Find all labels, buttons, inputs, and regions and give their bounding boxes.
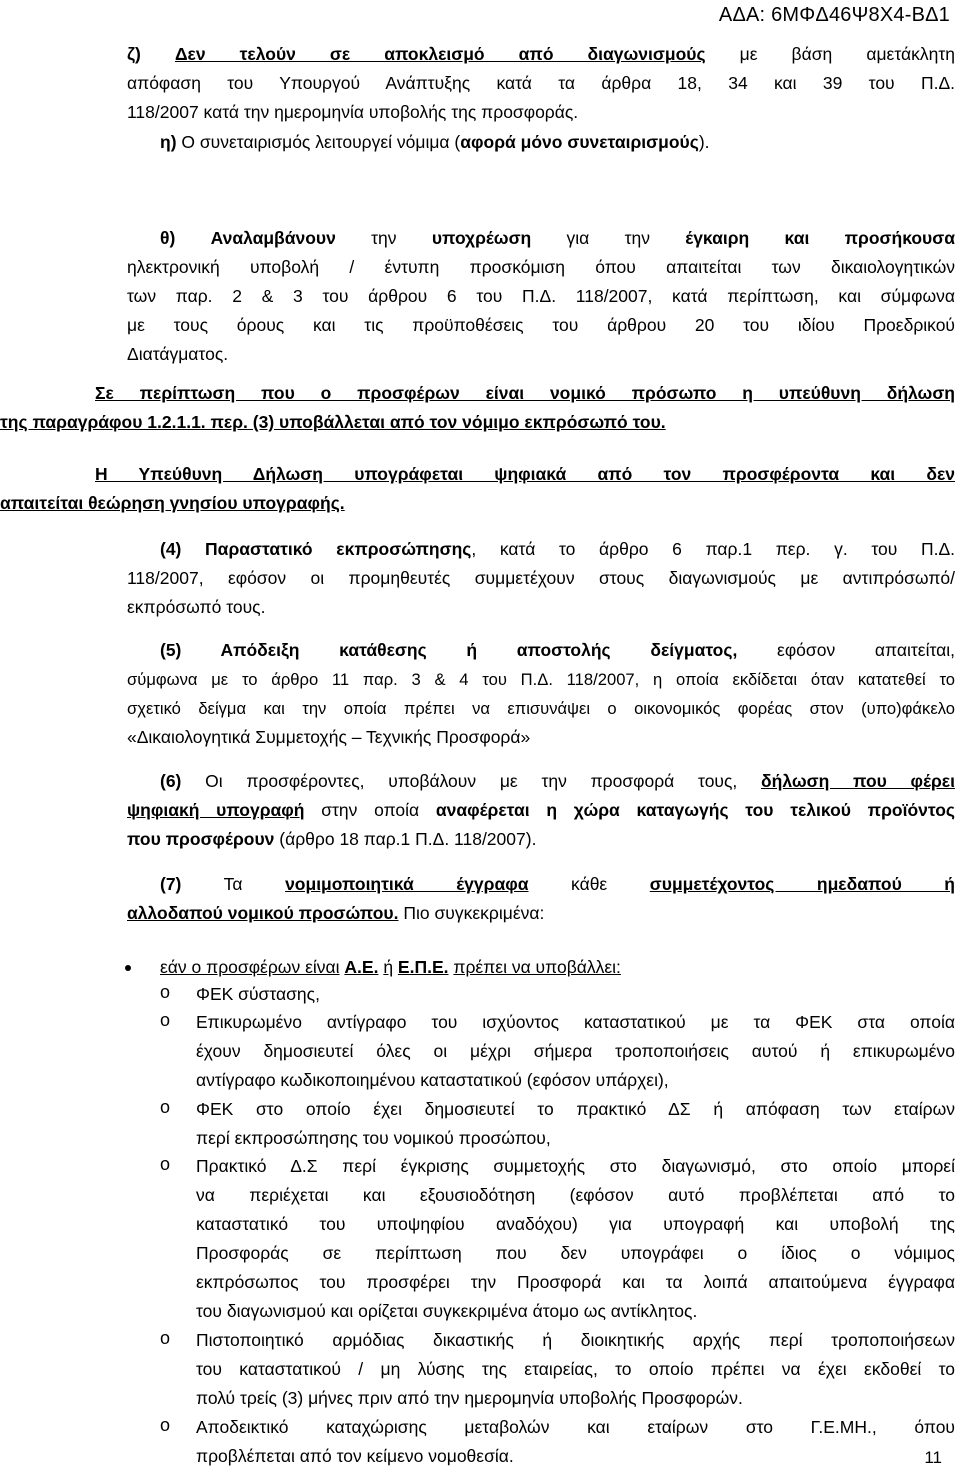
para-4-line2: 118/2007, εφόσον οι προμηθευτές συμμετέχουν στους διαγωνισμούς με αντιπρόσωπό/ xyxy=(127,568,955,588)
para-7-num: (7) xyxy=(160,874,182,894)
para-6-t2: στην οποία xyxy=(321,800,420,820)
para-th-t1: την xyxy=(371,228,397,248)
sub-item-line: προβλέπεται από τον κείμενο νομοθεσία. xyxy=(196,1446,514,1466)
sub-item-line: ΦΕΚ στο οποίο έχει δημοσιευτεί το πρακτικό ΔΣ ή απόφαση των εταίρων xyxy=(196,1099,955,1119)
para-4-bold: (4) Παραστατικό εκπροσώπησης xyxy=(160,539,472,559)
para-th-line3: των παρ. 2 & 3 του άρθρου 6 του Π.Δ. 118/2007, κατά περίπτωση, και σύμφωνα xyxy=(127,286,955,306)
sub-item-line: Αποδεικτικό καταχώρισης μεταβολών και εταίρων στο Γ.Ε.ΜΗ., όπου xyxy=(196,1417,955,1437)
paragraph-digital-sign xyxy=(0,460,955,518)
sub-item-line: να περιέχεται και εξουσιοδότηση (εφόσον αυτό προβλέπεται από το xyxy=(196,1185,955,1205)
sub-item-marker-icon: o xyxy=(160,1010,171,1030)
page-number: 11 xyxy=(924,1448,942,1467)
sub-item-line: Προσφοράς σε περίπτωση που δεν υπογράφει ο ίδιος ο νόμιμος xyxy=(196,1243,955,1263)
sub-item-marker-icon: o xyxy=(160,1415,171,1435)
para-th-b2: υποχρέωση xyxy=(431,228,532,248)
para-6-b2: αναφέρεται η χώρα καταγωγής του τελικού προϊόντος xyxy=(435,800,955,820)
sub-item-line: έχουν δημοσιευτεί όλες οι μέχρι σήμερα τροποποιήσεις αυτού ή επικυρωμένο xyxy=(196,1041,955,1061)
paragraph-h xyxy=(160,128,955,157)
sub-item xyxy=(196,1413,955,1471)
sub-item-line: περί εκπροσώπησης του νομικού προσώπου, xyxy=(196,1128,551,1148)
para-th-label: θ) xyxy=(160,228,176,248)
sub-item-line: Επικυρωμένο αντίγραφο του ισχύοντος καταστατικού με τα ΦΕΚ στα οποία xyxy=(196,1012,955,1032)
para-4-line3: εκπρόσωπό τους. xyxy=(127,597,266,617)
paragraph-z xyxy=(127,40,955,127)
bullet-item-ae-epe xyxy=(160,953,955,982)
para-5-line2: σύμφωνα με το άρθρο 11 παρ. 3 & 4 του Π.Δ. 118/2007, η οποία εκδίδεται όταν κατατεθεί το xyxy=(127,670,955,689)
bullet-b1: Α.Ε. xyxy=(344,957,379,977)
para-z-line1-rest: με βάση αμετάκλητη xyxy=(739,44,955,64)
sub-item-marker-icon: o xyxy=(160,982,171,1002)
para-h-label: η) xyxy=(160,132,177,152)
para-th-line5: Διατάγματος. xyxy=(127,344,229,364)
sub-item-marker-icon: o xyxy=(160,1097,171,1117)
paragraph-th-first xyxy=(160,224,955,253)
sub-item xyxy=(196,1152,955,1326)
para-h-text: Ο συνεταιρισμός λειτουργεί νόμιμα ( xyxy=(181,132,461,152)
para-z-bold: Δεν τελούν σε αποκλεισμό από διαγωνισμούς xyxy=(174,44,706,64)
para-6-b3: που προσφέρουν xyxy=(127,829,275,849)
sub-item-line: του καταστατικού / μη λύσης της εταιρείας, το οποίο πρέπει να έχει εκδοθεί το xyxy=(196,1359,955,1379)
sub-item xyxy=(196,1008,955,1095)
para-5-line3: σχετικό δείγμα και την οποία πρέπει να επισυνάψει ο οικονομικός φορέας στον (υπο)φάκελο xyxy=(127,699,955,718)
sub-item xyxy=(196,980,955,1009)
paragraph-4 xyxy=(127,535,955,622)
para-7-t3: Πιο συγκεκριμένα: xyxy=(403,903,545,923)
bullet-b2: Ε.Π.Ε. xyxy=(397,957,449,977)
para-5-rest1: εφόσον απαιτείται, xyxy=(777,640,955,660)
legal-entity-line2: της παραγράφου 1.2.1.1. περ. (3) υποβάλλεται από τον νόμιμο εκπρόσωπό του. xyxy=(0,412,666,432)
paragraph-5 xyxy=(127,636,955,752)
para-z-line2: απόφαση του Υπουργού Ανάπτυξης κατά τα άρθρα 18, 34 και 39 του Π.Δ. xyxy=(127,73,955,93)
para-6-bu1: δήλωση που φέρει xyxy=(761,771,955,791)
sub-item-line: Πιστοποιητικό αρμόδιας δικαστικής ή διοικητικής αρχής περί τροποποιήσεων xyxy=(196,1330,955,1350)
paragraph-th-rest xyxy=(127,253,955,369)
para-7-t1: Τα xyxy=(223,874,243,894)
paragraph-6 xyxy=(127,767,955,854)
sub-item-line: Πρακτικό Δ.Σ περί έγκρισης συμμετοχής στο διαγωνισμό, στο οποίο μπορεί xyxy=(196,1156,955,1176)
para-5-line4: «Δικαιολογητικά Συμμετοχής – Τεχνικής Προσφορά» xyxy=(127,727,531,747)
document-code-header: ΑΔΑ: 6ΜΦΔ46Ψ8Χ4-ΒΔ1 xyxy=(718,4,950,26)
bullet-dot-icon xyxy=(125,965,131,971)
para-h-bold: αφορά μόνο συνεταιρισμούς xyxy=(460,132,699,152)
para-th-b3: έγκαιρη και προσήκουσα xyxy=(685,228,955,248)
sub-item-line: πολύ τρείς (3) μήνες πριν από την ημερομηνία υποβολής Προσφορών. xyxy=(196,1388,743,1408)
sub-item-marker-icon: o xyxy=(160,1154,171,1174)
para-6-num: (6) xyxy=(160,771,182,791)
para-h-end: ). xyxy=(698,132,710,152)
digital-sign-line1: Η Υπεύθυνη Δήλωση υπογράφεται ψηφιακά από τον προσφέροντα και δεν xyxy=(95,464,955,484)
legal-entity-line1: Σε περίπτωση που ο προσφέρων είναι νομικό πρόσωπο η υπεύθυνη δήλωση xyxy=(95,383,955,403)
para-7-b2: συμμετέχοντος ημεδαπού ή xyxy=(649,874,955,894)
sub-item-marker-icon: o xyxy=(160,1328,171,1348)
sub-item-line: εκπρόσωπος του προσφέρει την Προσφορά και τα λοιπά απαιτούμενα έγγραφα xyxy=(196,1272,955,1292)
para-6-t3: (άρθρο 18 παρ.1 Π.Δ. 118/2007). xyxy=(279,829,537,849)
paragraph-7 xyxy=(127,870,955,928)
para-4-rest1: , κατά το άρθρο 6 παρ.1 περ. γ. του Π.Δ. xyxy=(471,539,955,559)
para-7-b3: αλλοδαπού νομικού προσώπου. xyxy=(127,903,399,923)
para-th-b1: Αναλαμβάνουν xyxy=(210,228,336,248)
para-7-b1: νομιμοποιητικά έγγραφα xyxy=(285,874,529,894)
para-5-bold: (5) Απόδειξη κατάθεσης ή αποστολής δείγματος, xyxy=(160,640,738,660)
sub-item-line: αντίγραφο κωδικοποιημένου καταστατικού (εφόσον υπάρχει), xyxy=(196,1070,669,1090)
para-6-bu2: ψηφιακή υπογραφή xyxy=(127,800,305,820)
sub-item-line: ΦΕΚ σύστασης, xyxy=(196,984,320,1004)
para-z-line3: 118/2007 κατά την ημερομηνία υποβολής της προσφοράς. xyxy=(127,102,579,122)
paragraph-legal-entity xyxy=(0,379,955,437)
digital-sign-line2: απαιτείται θεώρηση γνησίου υπογραφής. xyxy=(0,493,345,513)
para-6-t1: Οι προσφέροντες, υποβάλουν με την προσφορά τους, xyxy=(205,771,738,791)
bullet-u3: πρέπει να υποβάλλει: xyxy=(453,957,621,977)
sub-item-line: καταστατικό του υποψηφίου αναδόχου) για υπογραφή και υποβολή της xyxy=(196,1214,955,1234)
para-th-line4: με τους όρους και τις προϋποθέσεις του άρθρου 20 του ιδίου Προεδρικού xyxy=(127,315,955,335)
para-th-t2: για την xyxy=(566,228,650,248)
bullet-u2: ή xyxy=(383,957,394,977)
para-7-t2: κάθε xyxy=(571,874,608,894)
sub-item xyxy=(196,1095,955,1153)
para-th-line2: ηλεκτρονική υποβολή / έντυπη προσκόμιση όπου απαιτείται των δικαιολογητικών xyxy=(127,257,955,277)
sub-item xyxy=(196,1326,955,1413)
sub-item-line: του διαγωνισμού και ορίζεται συγκεκριμένα άτομο ως αντίκλητος. xyxy=(196,1301,698,1321)
bullet-u1: εάν ο προσφέρων είναι xyxy=(160,957,340,977)
para-z-label: ζ) xyxy=(127,44,141,64)
